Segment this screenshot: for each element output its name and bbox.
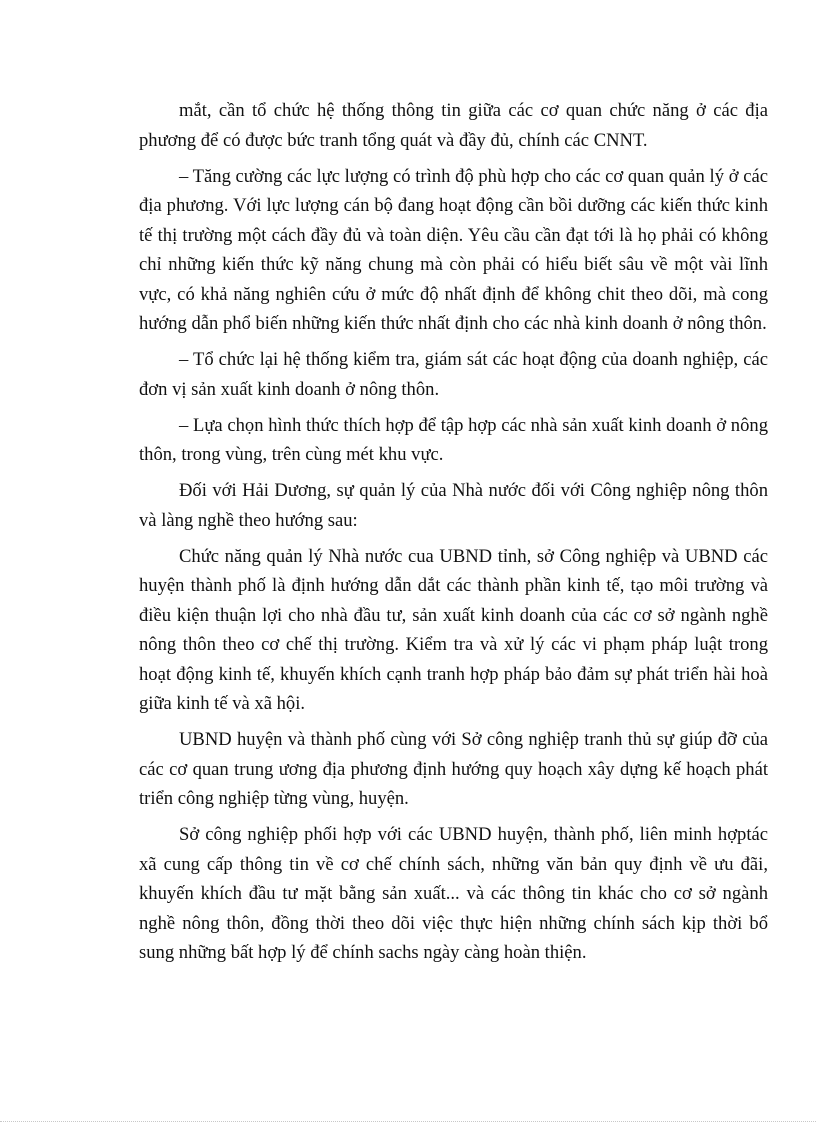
paragraph-1: mắt, cần tổ chức hệ thống thông tin giữa các cơ quan chức năng ở các địa phương để có được bức tranh tổng quát và đầy đủ, chính các CNNT. xyxy=(139,100,768,151)
paragraph-6: Chức năng quản lý Nhà nước cua UBND tỉnh, sở Công nghiệp và UBND các huyện thành phố là định hướng dẫn dắt các thành phần kinh tế, tạo môi trường và điều kiện thuận lợi cho nhà đầu tư, sản xuất kinh doanh của các cơ sở ngành nghề nông thôn theo cơ chế thị trường. Kiểm tra và xử lý các vi phạm pháp luật trong hoạt động kinh tế, khuyến khích cạnh tranh hợp pháp bảo đảm sự phát triển hài hoà giữa kinh tế và xã hội. xyxy=(139,545,768,714)
paragraph-5: Đối với Hải Dương, sự quản lý của Nhà nước đối với Công nghiệp nông thôn và làng nghề theo hướng sau: xyxy=(139,480,768,531)
paragraph-2: – Tăng cường các lực lượng có trình độ phù hợp cho các cơ quan quản lý ở các địa phương. Với lực lượng cán bộ đang hoạt động cần bồi dưỡng các kiến thức kinh tế thị trường một cách đầy đủ và toàn diện. Yêu cầu cần đạt tới là họ phải có không chỉ những kiến thức kỹ năng chung mà còn phải có hiểu biết sâu về một vài lĩnh vực, có khả năng nghiên cứu ở mức độ nhất định để không chit theo dõi, mà cong hướng dẫn phổ biến những kiến thức nhất định cho các nhà kinh doanh ở nông thôn. xyxy=(139,165,768,334)
paragraph-3: – Tổ chức lại hệ thống kiểm tra, giám sát các hoạt động của doanh nghiệp, các đơn vị sản xuất kinh doanh ở nông thôn. xyxy=(139,349,768,400)
paragraph-8: Sở công nghiệp phối hợp với các UBND huyện, thành phố, liên minh hợptác xã cung cấp thông tin về cơ chế chính sách, những văn bản quy định về ưu đãi, khuyến khích đầu tư mặt bằng sản xuất... và các thông tin khác cho cơ sở ngành nghề nông thôn, đồng thời theo dõi việc thực hiện những chính sách kịp thời bổ sung những bất hợp lý để chính sachs ngày càng hoàn thiện. xyxy=(139,824,768,963)
document-body xyxy=(139,96,768,974)
paragraph-4: – Lựa chọn hình thức thích hợp để tập hợp các nhà sản xuất kinh doanh ở nông thôn, trong vùng, trên cùng mét khu vực. xyxy=(139,414,768,465)
paragraph-7: UBND huyện và thành phố cùng với Sở công nghiệp tranh thủ sự giúp đỡ của các cơ quan trung ương địa phương định hướng quy hoạch xây dựng kế hoạch phát triển công nghiệp từng vùng, huyện. xyxy=(139,729,768,809)
page-bottom-rule xyxy=(0,1121,816,1122)
